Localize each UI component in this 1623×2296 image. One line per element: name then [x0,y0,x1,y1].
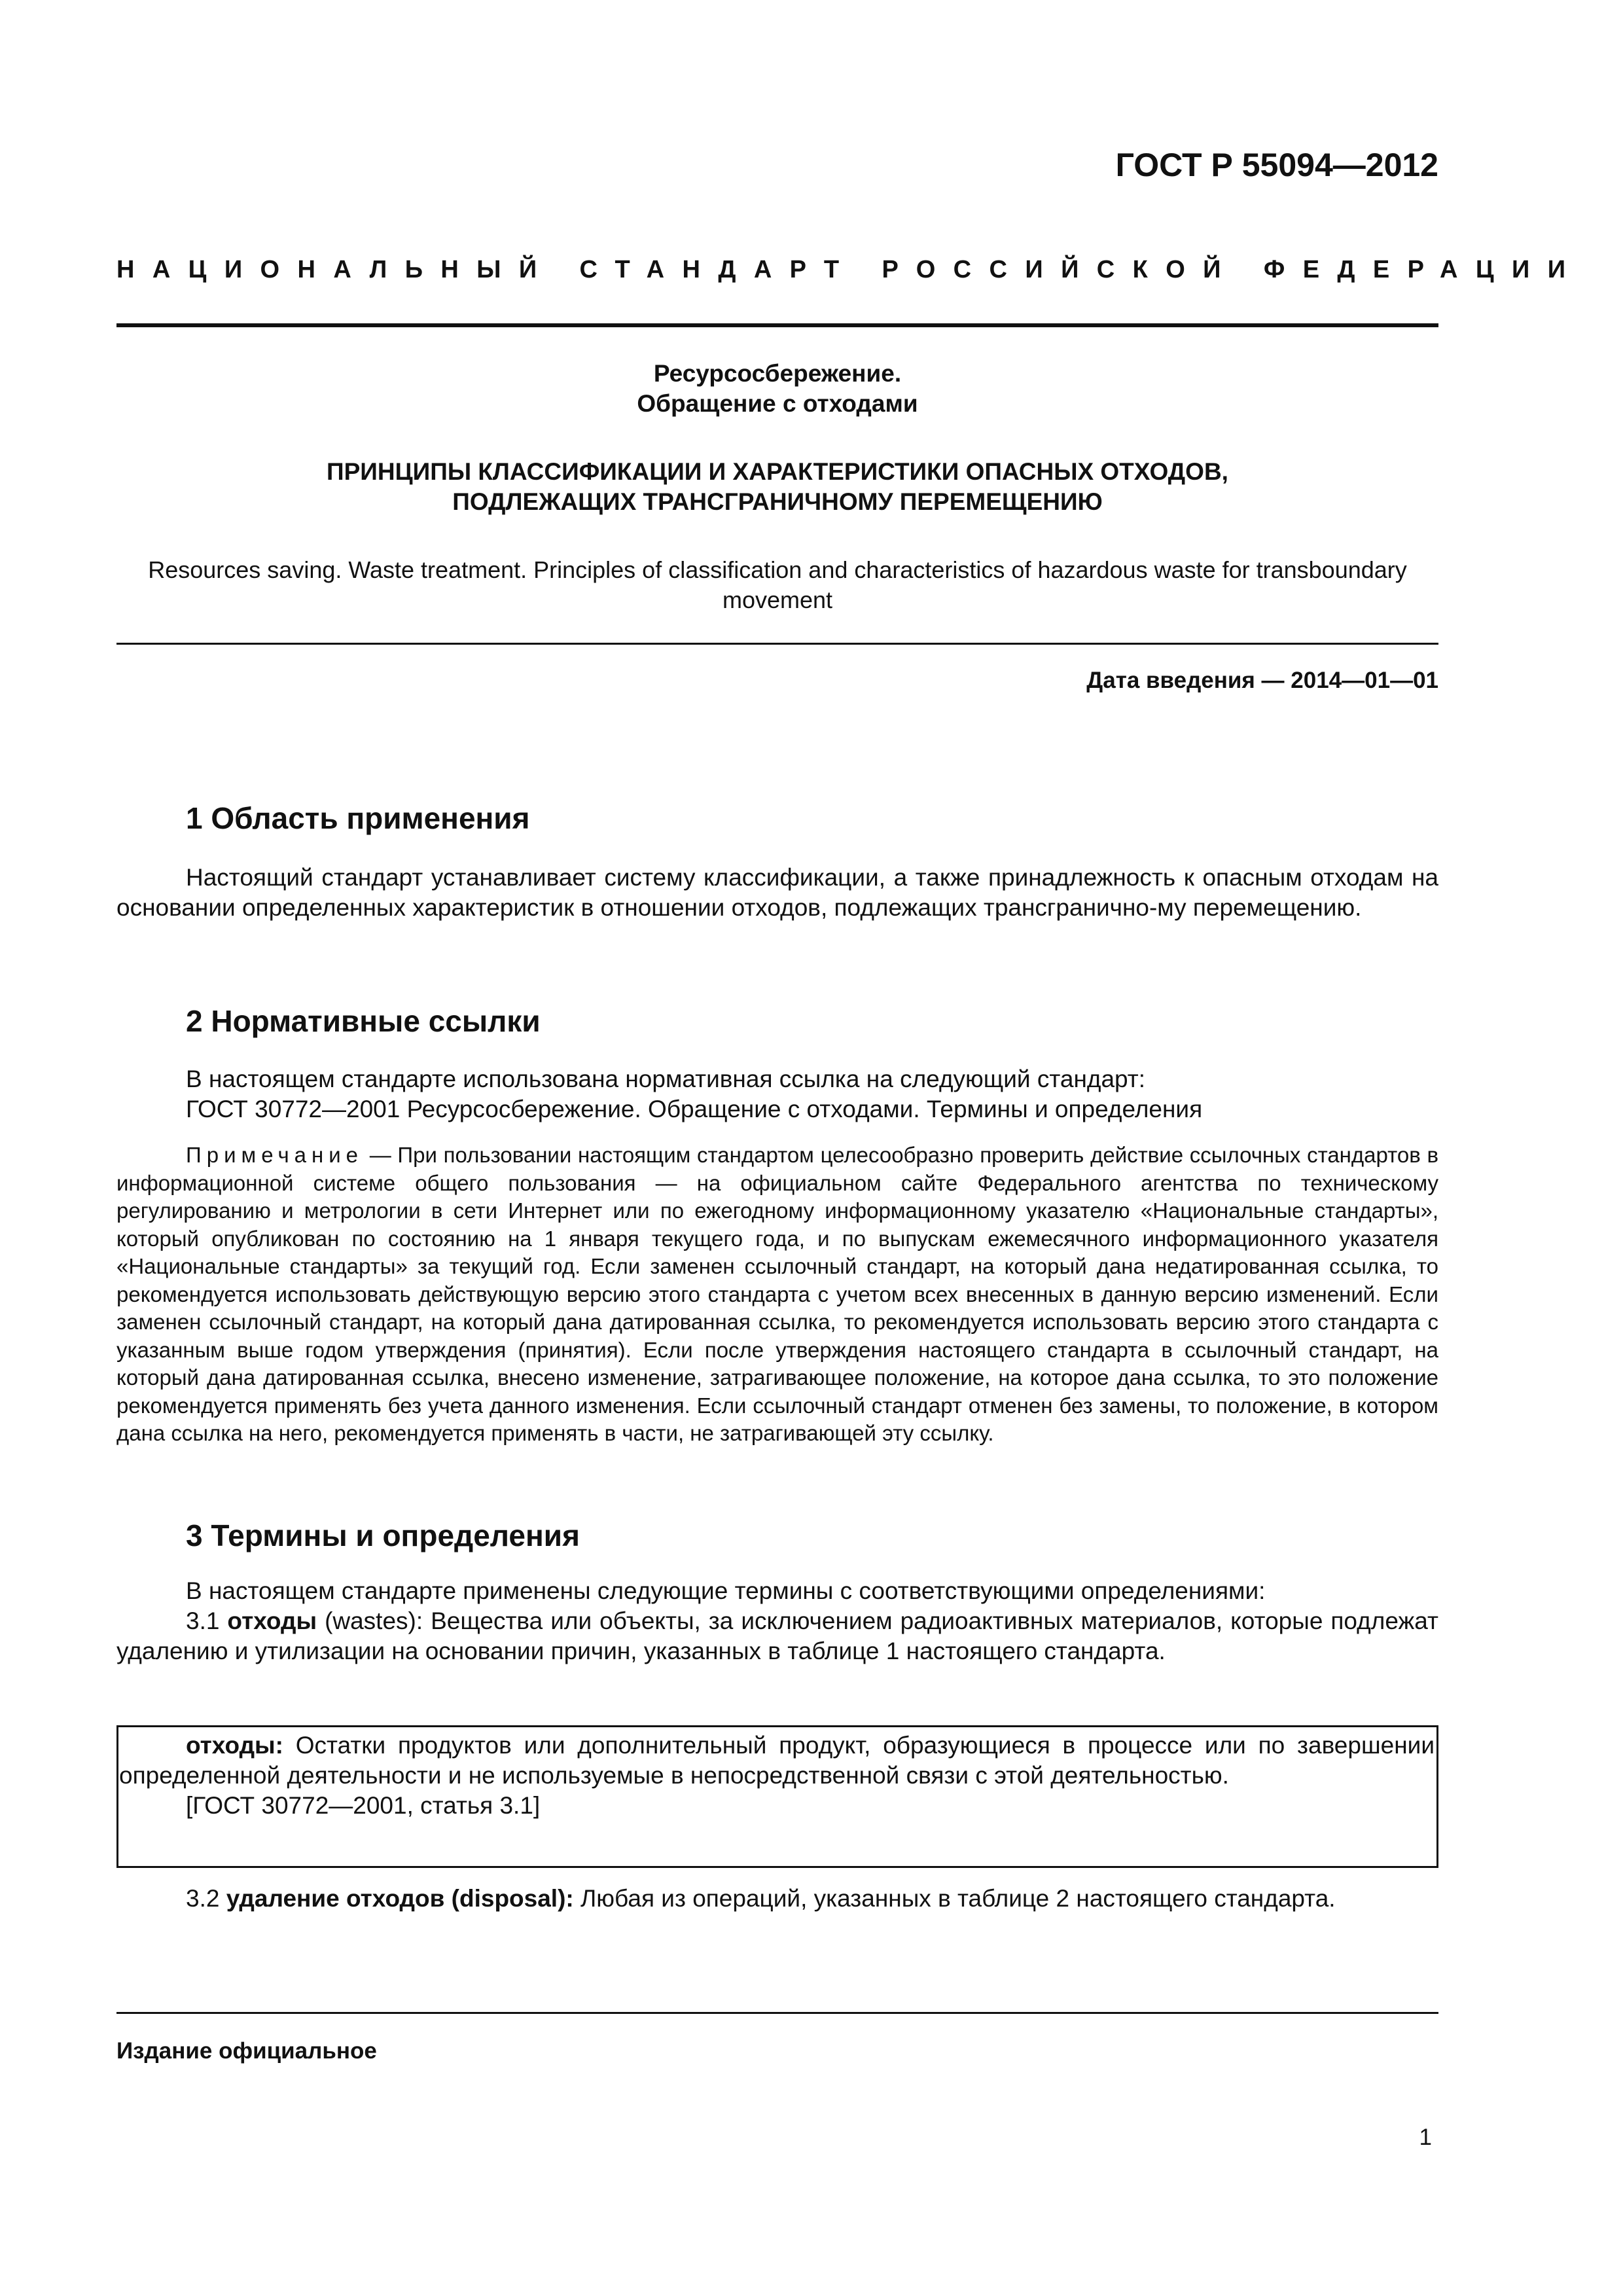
section-2-heading: 2 Нормативные ссылки [186,1004,541,1038]
section-2-note [116,1141,1438,1448]
section-3-heading: 3 Термины и определения [186,1518,580,1552]
term-3-2-term: удаление отходов (disposal): [226,1885,574,1912]
document-code: ГОСТ Р 55094—2012 [1115,147,1438,183]
title-caps-line-2: ПОДЛЕЖАЩИХ ТРАНСГРАНИЧНОМУ ПЕРЕМЕЩЕНИЮ [452,488,1103,515]
term-3-2-definition: Любая из операций, указанных в таблице 2 настоящего стандарта. [573,1885,1336,1912]
page-number: 1 [1419,2125,1432,2150]
term-3-2-number: 3.2 [186,1885,226,1912]
note-text: — При пользовании настоящим стандартом целесообразно проверить действие ссылочных стандартов в информационной системе общего пользования — на официальном сайте Федерального агентства по техническому регулированию и метрологии в сети Интернет или по ежегодному информационному указателю «Национальные стандарты», который опубликован по состоянию на 1 января текущего года, и по выпускам ежемесячного информационного указателя «Национальные стандарты» за текущий год. Если заменен ссылочный стандарт, на который дана недатированная ссылка, то рекомендуется использовать действующую версию этого стандарта с учетом всех внесенных в данную версию изменений. Если заменен ссылочный стандарт, на который дана датированная ссылка, то рекомендуется использовать версию этого стандарта с указанным выше годом утверждения (принятия). Если после утверждения настоящего стандарта в ссылочный стандарт, на который дана датированная ссылка, внесено изменение, затрагивающее положение, на которое дана ссылка, то это положение рекомендуется применять без учета данного изменения. Если ссылочный стандарт отменен без замены, то положение, в котором дана ссылка на него, рекомендуется применять в части, не затрагивающей эту ссылку. [116,1143,1438,1445]
definition-box-content [116,1731,1435,1821]
term-3-1-term: отходы [227,1607,317,1634]
english-title-line-2: movement [722,586,833,613]
term-3-1-number: 3.1 [186,1607,228,1634]
section-2-line-2 [116,1094,1438,1124]
section-3-intro [116,1576,1438,1606]
box-term: отходы: [186,1732,283,1759]
section-2-line-1 [116,1064,1438,1094]
title-rule [116,643,1438,645]
section-2-line-1-text: В настоящем стандарте использована нормативная ссылка на следующий стандарт: [186,1066,1146,1092]
box-reference: [ГОСТ 30772—2001, статья 3.1] [186,1792,541,1819]
title-caps-line-1: ПРИНЦИПЫ КЛАССИФИКАЦИИ И ХАРАКТЕРИСТИКИ ОПАСНЫХ ОТХОДОВ, [327,458,1228,485]
term-3-2 [116,1884,1438,1914]
footer-rule [116,2012,1438,2014]
term-3-1-definition: (wastes): Вещества или объекты, за исключением радиоактивных материалов, которые подлежат удалению и утилизации на основании причин, указанных в таблице 1 настоящего стандарта. [116,1607,1438,1664]
reference-gost-30772: ГОСТ 30772—2001 Ресурсосбережение. Обращение с отходами. Термины и определения [186,1096,1203,1122]
box-definition: Остатки продуктов или дополнительный продукт, образующиеся в процессе или по завершении определенной деятельности и не используемые в непосредственной связи с этой деятельностью. [119,1732,1435,1789]
document-page [116,0,1584,2296]
header-rule [116,323,1438,327]
official-edition-label: Издание официальное [116,2038,377,2064]
term-3-1 [116,1606,1438,1666]
section-1-text: Настоящий стандарт устанавливает систему классификации, а также принадлежность к опасным отходам на основании определенных характеристик в отношении отходов, подлежащих трансгранично-му перемещению. [116,864,1438,921]
section-1-heading: 1 Область применения [186,801,530,835]
national-standard-banner: НАЦИОНАЛЬНЫЙ СТАНДАРТ РОССИЙСКОЙ ФЕДЕРАЦИИ [116,256,1584,283]
title-line-1: Ресурсосбережение. [653,360,902,387]
section-1-paragraph [116,863,1438,923]
section-3-intro-text: В настоящем стандарте применены следующие термины с соответствующими определениями: [186,1577,1266,1604]
introduction-date: Дата введения — 2014—01—01 [1086,668,1438,693]
note-label: Примечание [186,1143,364,1167]
english-title-line-1: Resources saving. Waste treatment. Principles of classification and characteristics of hazardous waste for transboundary [148,556,1407,583]
title-line-2: Обращение с отходами [637,390,918,417]
